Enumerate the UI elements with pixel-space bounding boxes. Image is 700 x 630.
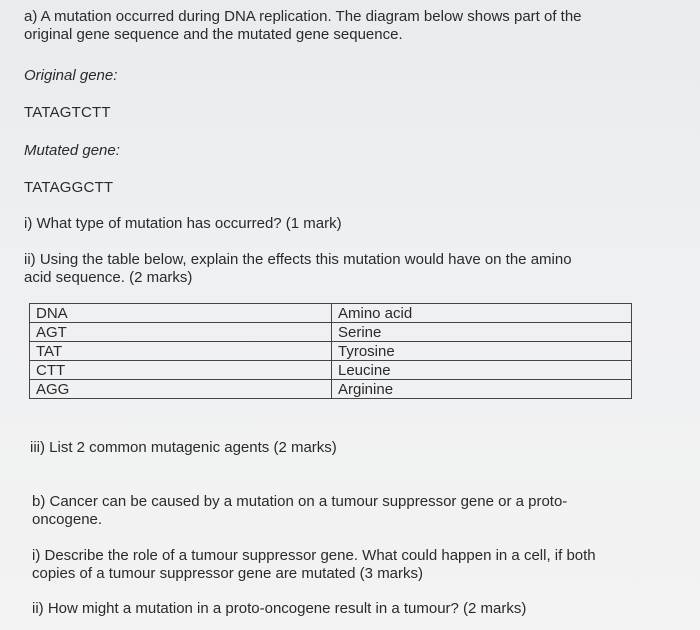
part-b-intro-line-1: b) Cancer can be caused by a mutation on a tumour suppressor gene or a proto- (32, 493, 568, 510)
table-header-row (30, 304, 632, 323)
table-cell-dna: CTT (30, 361, 332, 380)
table-cell-dna: AGT (30, 323, 332, 342)
question-b-ii: ii) How might a mutation in a proto-oncogene result in a tumour? (2 marks) (32, 600, 527, 617)
part-b-intro-line-2: oncogene. (32, 511, 103, 528)
part-a-intro-line-2: original gene sequence and the mutated gene sequence. (24, 26, 403, 43)
table-row (30, 380, 632, 399)
table-row (30, 361, 632, 380)
question-a-ii-line-2: acid sequence. (2 marks) (24, 269, 193, 286)
question-b-i-line-2: copies of a tumour suppressor gene are mutated (3 marks) (32, 565, 424, 582)
table-row (30, 342, 632, 361)
table-cell-dna: TAT (30, 342, 332, 361)
table-cell-amino-acid: Leucine (332, 361, 632, 380)
table-cell-amino-acid: Serine (332, 323, 632, 342)
question-b-i-line-1: i) Describe the role of a tumour suppressor gene. What could happen in a cell, if both (32, 547, 596, 564)
mutated-gene-sequence: TATAGGCTT (24, 179, 114, 196)
original-gene-sequence: TATAGTCTT (24, 104, 111, 121)
table-header-dna: DNA (30, 304, 332, 323)
table-cell-amino-acid: Arginine (332, 380, 632, 399)
table-cell-dna: AGG (30, 380, 332, 399)
table-row (30, 323, 632, 342)
original-gene-label: Original gene: (24, 67, 118, 84)
mutated-gene-label: Mutated gene: (24, 142, 120, 159)
table-cell-amino-acid: Tyrosine (332, 342, 632, 361)
codon-table (29, 303, 632, 399)
part-a-intro-line-1: a) A mutation occurred during DNA replication. The diagram below shows part of the (24, 8, 582, 25)
question-a-iii: iii) List 2 common mutagenic agents (2 marks) (30, 439, 337, 456)
question-a-i: i) What type of mutation has occurred? (1 mark) (24, 215, 342, 232)
question-a-ii-line-1: ii) Using the table below, explain the effects this mutation would have on the amino (24, 251, 572, 268)
table-header-amino-acid: Amino acid (332, 304, 632, 323)
